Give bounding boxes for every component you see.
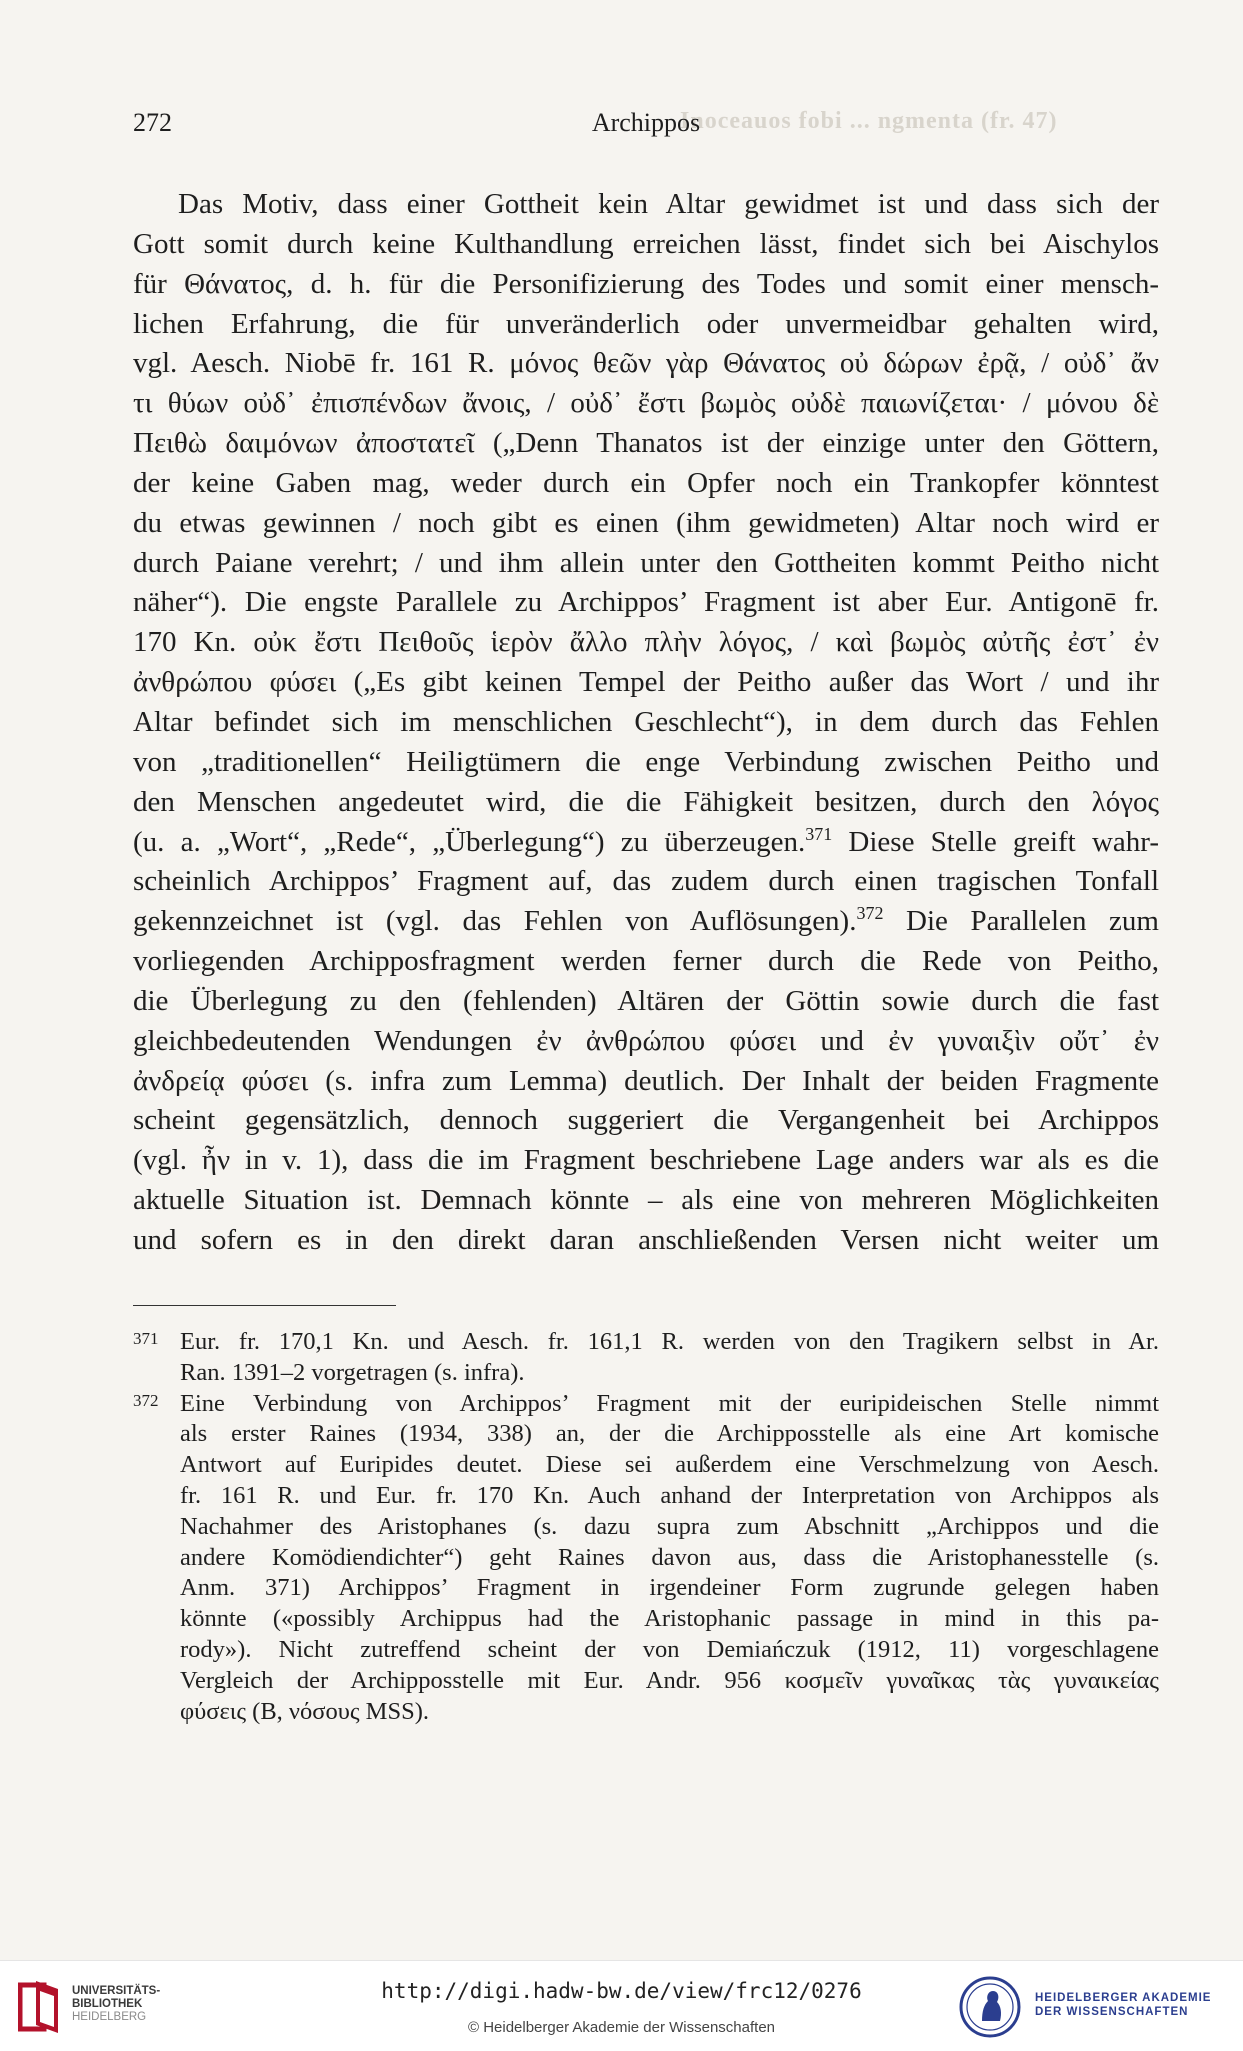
body-line: Πειθὼ δαιμόνων ἀποστατεῖ („Denn Thanatos ist der einzige unter den Göttern, — [133, 427, 1159, 460]
body-line: für Θάνατος, d. h. für die Personifizierung des Todes und somit einer mensch- — [133, 267, 1159, 300]
body-line: der keine Gaben mag, weder durch ein Opfer noch ein Trankopfer könntest — [133, 466, 1159, 499]
body-line: gleichbedeutenden Wendungen ἐν ἀνθρώπου φύσει und ἐν γυναιξὶν οὔτ᾽ ἐν — [133, 1024, 1159, 1057]
body-line: τι θύων οὐδ᾽ ἐπισπένδων ἄνοις, / οὐδ᾽ ἔστι βωμὸς οὐδὲ παιωνίζεται· / μόνου δὲ — [133, 387, 1159, 420]
body-line: Das Motiv, dass einer Gottheit kein Altar gewidmet ist und dass sich der — [178, 188, 1159, 220]
body-line: durch Paiane verehrt; / und ihm allein unter den Gottheiten kommt Peitho nicht — [133, 546, 1159, 579]
footnote-line: Vergleich der Archipposstelle mit Eur. Andr. 956 κοσμεῖν γυναῖκας τὰς γυναικείας — [180, 1666, 1159, 1694]
body-line: die Überlegung zu den (fehlenden) Altären der Göttin sowie durch die fast — [133, 984, 1159, 1017]
body-line: ἀνθρώπου φύσει („Es gibt keinen Tempel der Peitho außer das Wort / und ihr — [133, 666, 1159, 699]
footnote-line: Anm. 371) Archippos’ Fragment in irgendeiner Form zugrunde gelegen haben — [180, 1574, 1159, 1602]
body-line: lichen Erfahrung, die für unveränderlich oder unvermeidbar gehalten wird, — [133, 307, 1159, 340]
body-line: aktuelle Situation ist. Demnach könnte – als eine von mehreren Möglichkeiten — [133, 1184, 1159, 1217]
footnote-line: könnte («possibly Archippus had the Aristophanic passage in mind in this pa- — [180, 1605, 1159, 1633]
body-line: von „traditionellen“ Heiligtümern die enge Verbindung zwischen Peitho und — [133, 745, 1159, 778]
body-line: scheint gegensätzlich, dennoch suggeriert die Vergangenheit bei Archippos — [133, 1104, 1159, 1137]
academy-name: HEIDELBERGER AKADEMIE DER WISSENSCHAFTEN — [1035, 1992, 1212, 2018]
footnote-line: φύσεις (B, νόσους MSS). — [180, 1697, 429, 1725]
body-line: (vgl. ἦν in v. 1), dass die im Fragment beschriebene Lage anders war als es die — [133, 1144, 1159, 1177]
footnote-line: Antwort auf Euripides deutet. Diese sei außerdem eine Verschmelzung von Aesch. — [180, 1451, 1159, 1479]
body-line: scheinlich Archippos’ Fragment auf, das zudem durch einen tragischen Tonfall — [133, 865, 1159, 898]
body-line: den Menschen angedeutet wird, die die Fähigkeit besitzen, durch den λόγος — [133, 785, 1159, 818]
body-line: Altar befindet sich im menschlichen Geschlecht“), in dem durch das Fehlen — [133, 705, 1159, 738]
footnote-line: als erster Raines (1934, 338) an, der die Archipposstelle als eine Art komische — [180, 1420, 1159, 1448]
footnote-line: andere Komödiendichter“) geht Raines davon aus, dass die Aristophanesstelle (s. — [180, 1543, 1159, 1571]
university-library-name: UNIVERSITÄTS- BIBLIOTHEK HEIDELBERG — [72, 1985, 161, 2023]
academy-seal-icon[interactable] — [958, 1975, 1022, 2039]
body-line: du etwas gewinnen / noch gibt es einen (ihm gewidmeten) Altar noch wird er — [133, 506, 1159, 539]
footnote-line: Eur. fr. 170,1 Kn. und Aesch. fr. 161,1 R. werden von den Tragikern selbst in Ar. — [180, 1328, 1159, 1355]
footnotes — [133, 1327, 1159, 1727]
page-number: 272 — [133, 108, 172, 137]
footnote-marker: 371 — [133, 1329, 159, 1348]
body-line-with-note-371: (u. a. „Wort“, „Rede“, „Überlegung“) zu überzeugen.$^{371}$ Diese Stelle greift wahr- — [133, 823, 1159, 858]
body-line: vgl. Aesch. Niobē fr. 161 R. μόνος θεῶν γὰρ Θάνατος οὐ δώρων ἐρᾷ, / οὐδ᾽ ἄν — [133, 347, 1159, 380]
viewer-footer — [0, 1960, 1243, 2051]
running-title: Archippos — [591, 108, 701, 137]
body-line: vorliegenden Archipposfragment werden ferner durch die Rede von Peitho, — [133, 945, 1159, 978]
footnote-line: fr. 161 R. und Eur. fr. 170 Kn. Auch anhand der Interpretation von Archippos als — [180, 1481, 1159, 1509]
running-head — [133, 108, 1159, 142]
body-line: Gott somit durch keine Kulthandlung erreichen lässt, findet sich bei Aischylos — [133, 227, 1159, 260]
footnote-line: Nachahmer des Aristophanes (s. dazu supra zum Abschnitt „Archippos und die — [180, 1512, 1159, 1540]
footnote-372 — [133, 1389, 1159, 1728]
body-line-with-note-372: gekennzeichnet ist (vgl. das Fehlen von Auflösungen).$^{372}$ Die Parallelen zum — [133, 903, 1159, 938]
bleed-through-header: Inoceauos fobi ... ngmenta (fr. 47) — [680, 108, 1058, 134]
footnote-line: rody»). Nicht zutreffend scheint der von Demiańczuk (1912, 11) vorgeschlagene — [180, 1635, 1159, 1663]
footnote-line: Eine Verbindung von Archippos’ Fragment mit der euripideischen Stelle nimmt — [180, 1389, 1159, 1417]
copyright-notice: © Heidelberger Akademie der Wissenschaften — [467, 2019, 776, 2036]
body-line: ἀνδρείᾳ φύσει (s. infra zum Lemma) deutlich. Der Inhalt der beiden Fragmente — [133, 1064, 1159, 1097]
footnote-marker: 372 — [133, 1390, 159, 1410]
body-line: 170 Kn. οὐκ ἔστι Πειθοῦς ἱερὸν ἄλλο πλὴν λόγος, / καὶ βωμὸς αὐτῆς ἐστ᾽ ἐν — [133, 626, 1159, 659]
body-line: näher“). Die engste Parallele zu Archippos’ Fragment ist aber Eur. Antigonē fr. — [133, 586, 1159, 619]
footnote-line: Ran. 1391–2 vorgetragen (s. infra). — [180, 1358, 525, 1386]
footnote-separator — [133, 1305, 396, 1306]
footnote-371 — [133, 1327, 1159, 1389]
body-line: und sofern es in den direkt daran anschließenden Versen nicht weiter um — [133, 1223, 1159, 1256]
body-paragraph — [133, 185, 1159, 1261]
permalink-url[interactable]: http://digi.hadw-bw.de/view/frc12/0276 — [381, 1979, 862, 2003]
